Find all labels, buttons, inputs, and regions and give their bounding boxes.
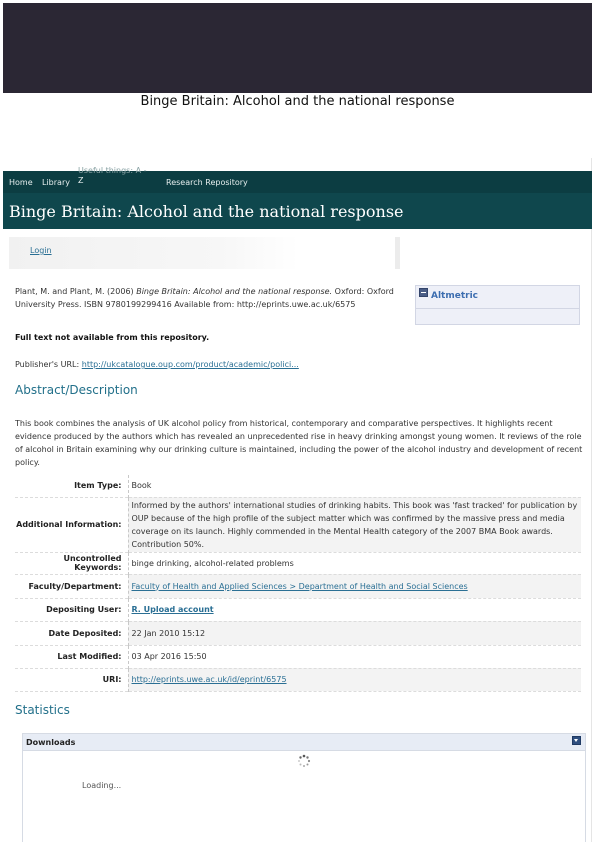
publisher-url-label: Publisher's URL: bbox=[15, 360, 82, 369]
publisher-url-link[interactable]: http://ukcatalogue.oup.com/product/academic/polici... bbox=[81, 360, 299, 369]
right-border-line bbox=[591, 158, 592, 842]
citation-publisher: Oxford: Oxford University Press. ISBN 9780199299416 Available from: http://eprints.uwe.ac.uk/6575 bbox=[15, 287, 394, 309]
loading-spinner-icon bbox=[297, 754, 311, 768]
loading-text: Loading... bbox=[82, 781, 122, 790]
fulltext-notice: Full text not available from this repository. bbox=[15, 333, 210, 342]
metadata-value: Informed by the authors' international studies of drinking habits. This book was 'fast tracked' for publication by OUP because of the high profile of the subject matter which was confirmed by the massive press and media coverage on its launch. Highly commended in the Mental Health category of the 2007 BMA Book awards. Contribution 50%. bbox=[128, 497, 581, 552]
citation bbox=[15, 285, 395, 311]
citation-authors: Plant, M. and Plant, M. (2006) bbox=[15, 287, 137, 296]
downloads-header[interactable] bbox=[23, 734, 585, 751]
altmetric-divider bbox=[416, 308, 579, 309]
publisher-url bbox=[15, 360, 299, 369]
nav-library-link[interactable]: Library bbox=[42, 178, 70, 187]
table-row bbox=[15, 668, 581, 691]
nav-az-label: Z bbox=[78, 176, 84, 185]
table-row bbox=[15, 574, 581, 598]
login-bar bbox=[9, 237, 400, 269]
document-title: Binge Britain: Alcohol and the national response bbox=[140, 94, 455, 109]
uri-link[interactable]: http://eprints.uwe.ac.uk/id/eprint/6575 bbox=[131, 675, 287, 684]
metadata-key: Item Type: bbox=[15, 475, 128, 497]
chevron-down-icon[interactable] bbox=[572, 736, 581, 745]
metadata-key: URI: bbox=[15, 668, 128, 691]
altmetric-label[interactable]: Altmetric bbox=[431, 291, 478, 301]
abstract-heading: Abstract/Description bbox=[15, 383, 138, 397]
metadata-value: 22 Jan 2010 15:12 bbox=[128, 621, 581, 645]
metadata-key: Additional Information: bbox=[15, 497, 128, 552]
metadata-key: Last Modified: bbox=[15, 645, 128, 668]
metadata-value bbox=[128, 668, 581, 691]
minus-icon[interactable] bbox=[419, 288, 428, 297]
metadata-key: Faculty/Department: bbox=[15, 574, 128, 598]
downloads-panel bbox=[22, 733, 586, 842]
main-navigation bbox=[3, 166, 592, 193]
statistics-heading: Statistics bbox=[15, 703, 70, 717]
metadata-value bbox=[128, 574, 581, 598]
table-row bbox=[15, 475, 581, 497]
metadata-table bbox=[15, 475, 581, 692]
table-row bbox=[15, 621, 581, 645]
faculty-link[interactable]: Faculty of Health and Applied Sciences > Department of Health and Social Sciences bbox=[131, 581, 468, 591]
metadata-key: Depositing User: bbox=[15, 598, 128, 621]
table-row bbox=[15, 497, 581, 552]
abstract-text: This book combines the analysis of UK alcohol policy from historical, contemporary and comparative perspectives. It highlights recent evidence produced by the authors which has revealed an unprecedented rise in heavy drinking amongst young women. It reviews of the role of alcohol in Britain examining why our drinking culture is maintained, including the power of the alcohol industry and development of recent policy. bbox=[15, 419, 583, 467]
nav-az-overflow-text: Useful things: A - bbox=[78, 166, 147, 175]
site-header-block bbox=[3, 3, 592, 93]
metadata-key: Date Deposited: bbox=[15, 621, 128, 645]
nav-az-link[interactable] bbox=[78, 166, 147, 187]
metadata-value: binge drinking, alcohol-related problems bbox=[131, 558, 294, 568]
metadata-value: Book bbox=[131, 481, 152, 491]
table-row bbox=[15, 645, 581, 668]
depositing-user-link[interactable]: R. Upload account bbox=[131, 605, 214, 614]
metadata-key: Uncontrolled Keywords: bbox=[15, 552, 128, 574]
table-row bbox=[15, 552, 581, 574]
login-link[interactable]: Login bbox=[30, 246, 52, 255]
citation-title: Binge Britain: Alcohol and the national response. bbox=[136, 287, 333, 296]
metadata-value: 03 Apr 2016 15:50 bbox=[131, 652, 207, 661]
nav-repository-link[interactable]: Research Repository bbox=[166, 178, 248, 187]
table-row bbox=[15, 598, 581, 621]
downloads-label: Downloads bbox=[26, 738, 76, 747]
title-banner bbox=[3, 193, 592, 229]
metadata-value bbox=[128, 598, 581, 621]
altmetric-widget bbox=[415, 285, 580, 325]
page-title: Binge Britain: Alcohol and the national response bbox=[9, 202, 404, 221]
nav-home-link[interactable]: Home bbox=[9, 178, 33, 187]
